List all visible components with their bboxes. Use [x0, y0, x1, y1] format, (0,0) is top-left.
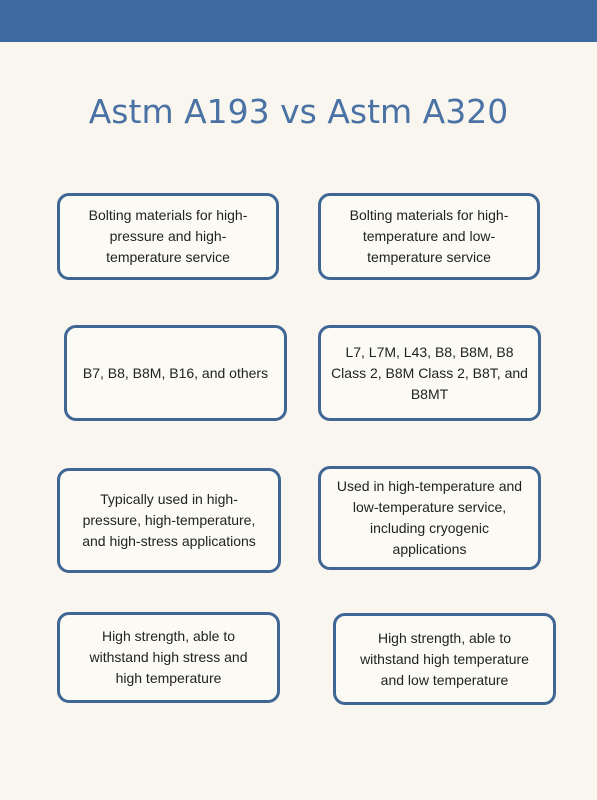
a320-description-box [318, 193, 540, 280]
a320-properties-text: High strength, able to withstand high temperature and low temperature [360, 629, 529, 688]
a320-grades-box [318, 325, 541, 421]
a193-grades-text: B7, B8, B8M, B16, and others [82, 364, 269, 381]
a320-grades-text: L7, L7M, L43, B8, B8M, B8 Class 2, B8M Class 2, B8T, and B8MT [331, 343, 528, 402]
a193-properties-box [57, 612, 280, 703]
a193-applications-box [57, 468, 281, 573]
a193-description-box [57, 193, 279, 280]
a320-applications-box [318, 466, 541, 570]
a320-applications-text: Used in high-temperature and low-temperature service, including cryogenic applications [336, 478, 523, 557]
a320-description-text: Bolting materials for high-temperature and low-temperature service [349, 207, 509, 265]
page-title: Astm A193 vs Astm A320 [88, 92, 509, 131]
a193-description-text: Bolting materials for high-pressure and high-temperature service [88, 207, 248, 265]
a193-applications-text: Typically used in high-pressure, high-temperature, and high-stress applications [82, 491, 256, 549]
a193-properties-text: High strength, able to withstand high stress and high temperature [89, 628, 248, 686]
header-bar [0, 0, 597, 42]
a193-grades-box [64, 325, 287, 421]
a320-properties-box [333, 613, 556, 705]
